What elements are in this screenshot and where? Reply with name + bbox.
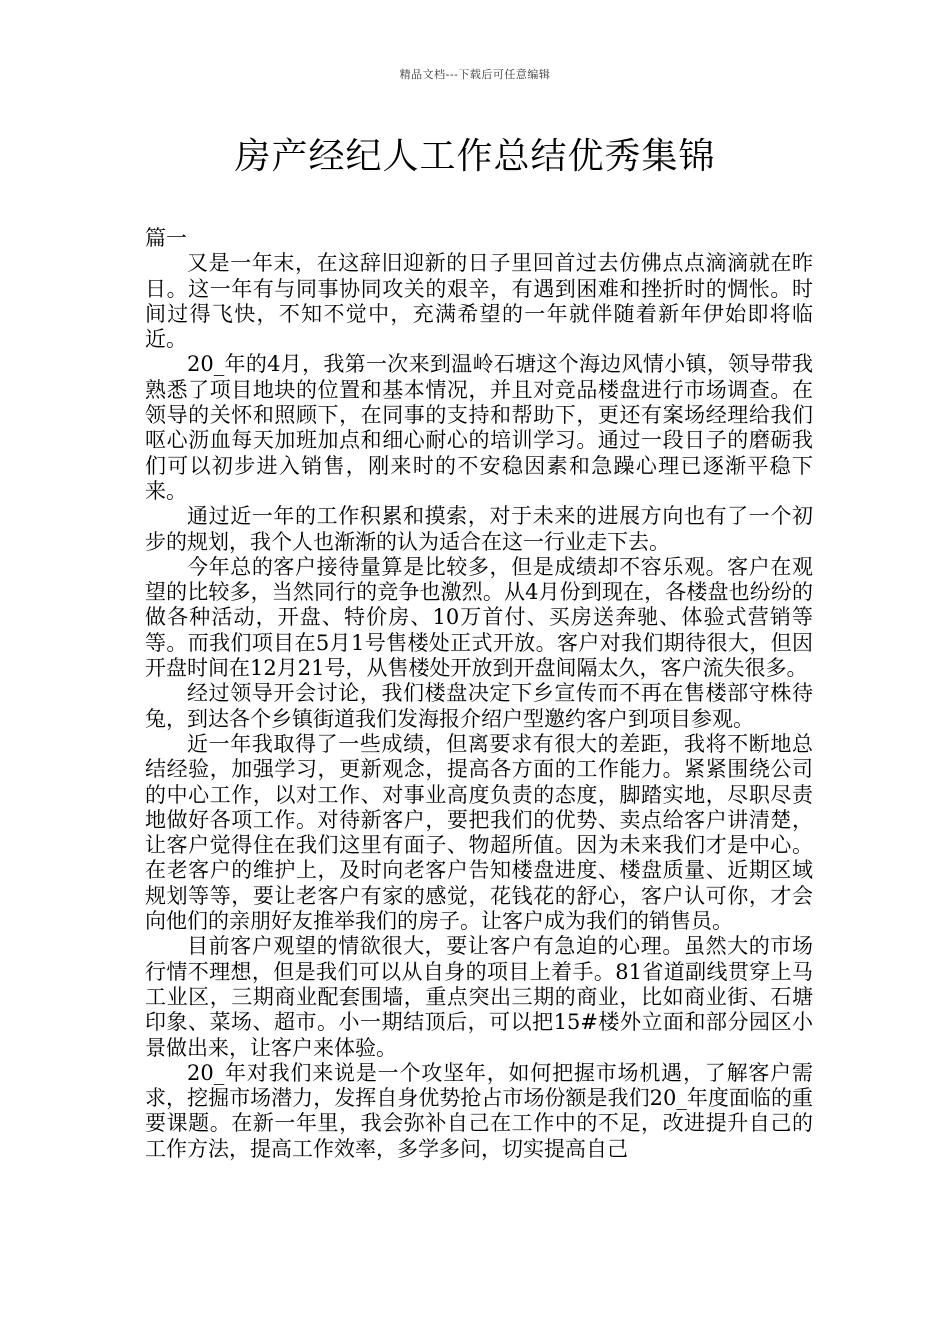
paragraph: 20_年对我们来说是一个攻坚年，如何把握市场机遇，了解客户需求，挖掘市场潜力，发挥自身优势抢占市场份额是我们20_年度面临的重要课题。在新一年里，我会弥补自己在工作中的不足，改进提升自己的工作方法，提高工作效率，多学多问，切实提高自己 (145, 1060, 813, 1161)
paragraph: 又是一年末，在这辞旧迎新的日子里回首过去仿佛点点滴滴就在昨日。这一年有与同事协同攻关的艰辛，有遇到困难和挫折时的惆怅。时间过得飞快，不知不觉中，充满希望的一年就伴随着新年伊始即将临近。 (145, 251, 813, 352)
paragraph: 目前客户观望的情欲很大，要让客户有急迫的心理。虽然大的市场行情不理想，但是我们可以从自身的项目上着手。81省道副线贯穿上马工业区，三期商业配套围墙，重点突出三期的商业，比如商业街、石塘印象、菜场、超市。小一期结顶后，可以把15#楼外立面和部分园区小景做出来，让客户来体验。 (145, 934, 813, 1060)
paragraph: 通过近一年的工作积累和摸索，对于未来的进展方向也有了一个初步的规划，我个人也渐渐的认为适合在这一行业走下去。 (145, 504, 813, 554)
paragraph: 经过领导开会讨论，我们楼盘决定下乡宣传而不再在售楼部守株待兔，到达各个乡镇街道我们发海报介绍户型邀约客户到项目参观。 (145, 681, 813, 731)
paragraph: 近一年我取得了一些成绩，但离要求有很大的差距，我将不断地总结经验，加强学习，更新观念，提高各方面的工作能力。紧紧围绕公司的中心工作，以对工作、对事业高度负责的态度，脚踏实地，尽职尽责地做好各项工作。对待新客户，要把我们的优势、卖点给客户讲清楚，让客户觉得住在我们这里有面子、物超所值。因为未来我们才是中心。在老客户的维护上，及时向老客户告知楼盘进度、楼盘质量、近期区域规划等等，要让老客户有家的感觉，花钱花的舒心，客户认可你，才会向他们的亲朋好友推举我们的房子。让客户成为我们的销售员。 (145, 731, 813, 934)
document-body (145, 226, 813, 1162)
paragraph: 20_年的4月，我第一次来到温岭石塘这个海边风情小镇，领导带我熟悉了项目地块的位置和基本情况，并且对竞品楼盘进行市场调查。在领导的关怀和照顾下，在同事的支持和帮助下，更还有案场经理给我们呕心沥血每天加班加点和细心耐心的培训学习。通过一段日子的磨砺我们可以初步进入销售，刚来时的不安稳因素和急躁心理已逐渐平稳下来。 (145, 352, 813, 503)
document-title: 房产经纪人工作总结优秀集锦 (234, 136, 716, 177)
paragraph: 今年总的客户接待量算是比较多，但是成绩却不容乐观。客户在观望的比较多，当然同行的竞争也激烈。从4月份到现在，各楼盘也纷纷的做各种活动，开盘、特价房、10万首付、买房送奔驰、体验式营销等等。而我们项目在5月1号售楼处正式开放。客户对我们期待很大，但因开盘时间在12月21号，从售楼处开放到开盘间隔太久，客户流失很多。 (145, 554, 813, 681)
section-label: 篇一 (145, 226, 187, 250)
page-header: 精品文档---下载后可任意编辑 (399, 68, 551, 81)
